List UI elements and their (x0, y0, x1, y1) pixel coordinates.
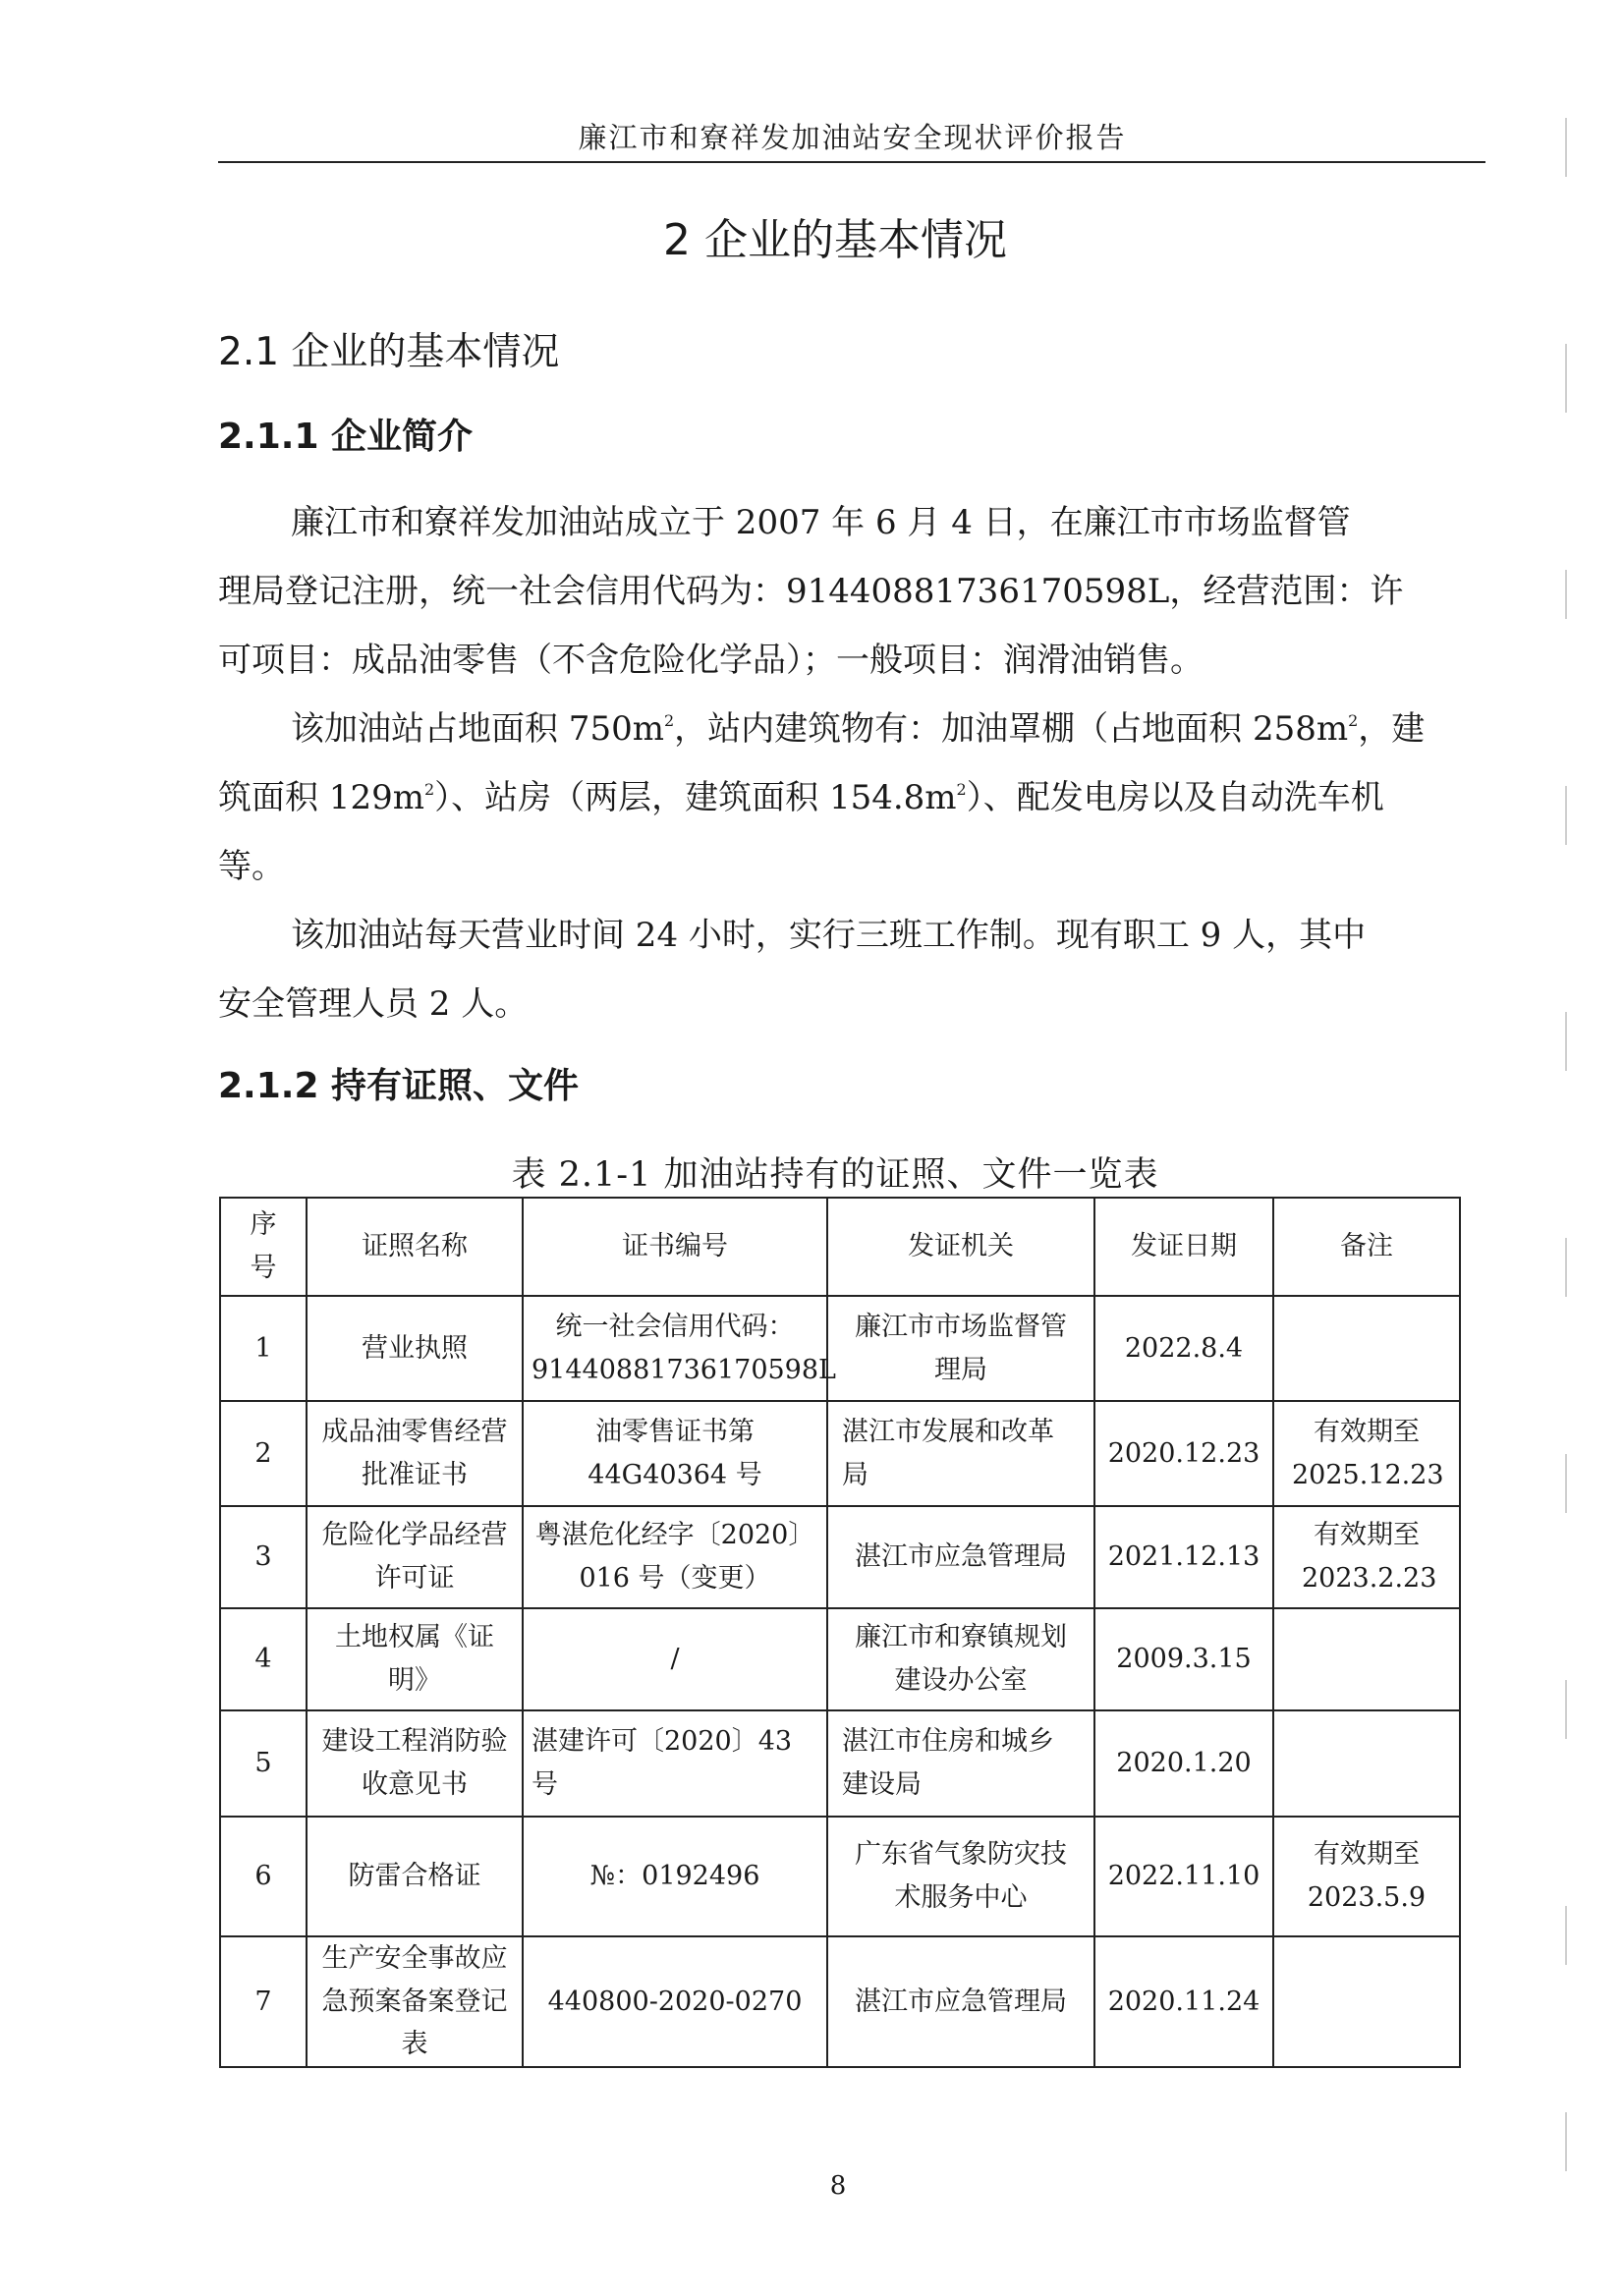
cell-date: 2022.11.10 (1094, 1817, 1273, 1936)
col-header-code: 证书编号 (523, 1198, 827, 1296)
chapter-title: 2 企业的基本情况 (663, 215, 1007, 265)
table-row (220, 1608, 1460, 1710)
scan-edge-mark (1565, 1238, 1567, 1297)
scan-edge-mark (1565, 1680, 1567, 1739)
cell-code: / (523, 1608, 827, 1710)
table-caption: 表 2.1-1 加油站持有的证照、文件一览表 (511, 1155, 1159, 1195)
cell-code: №：0192496 (523, 1817, 827, 1936)
cell-name: 成品油零售经营批准证书 (307, 1401, 523, 1506)
scan-edge-mark (1565, 1012, 1567, 1071)
cell-issuer: 广东省气象防灾技术服务中心 (827, 1817, 1094, 1936)
col-header-issuer: 发证机关 (827, 1198, 1094, 1296)
paragraph-3-line-2: 安全管理人员 2 人。 (218, 984, 529, 1024)
cell-no: 7 (220, 1936, 307, 2067)
scan-edge-mark (1565, 118, 1567, 177)
cell-date: 2020.11.24 (1094, 1936, 1273, 2067)
cell-note: 有效期至 2023.5.9 (1273, 1817, 1460, 1936)
table-row (220, 1710, 1460, 1817)
cell-note (1273, 1710, 1460, 1817)
cell-note: 有效期至 2023.2.23 (1273, 1506, 1460, 1608)
table-row (220, 1401, 1460, 1506)
cell-code: 油零售证书第 44G40364 号 (523, 1401, 827, 1506)
cell-code: 粤湛危化经字〔2020〕016 号（变更） (523, 1506, 827, 1608)
paragraph-1-line-2: 理局登记注册，统一社会信用代码为：91440881736170598L，经营范围：许 (218, 572, 1404, 611)
col-header-no: 序号 (220, 1198, 307, 1296)
scan-edge-mark (1565, 344, 1567, 413)
cell-code: 统一社会信用代码：91440881736170598L (523, 1296, 827, 1401)
cell-name: 建设工程消防验收意见书 (307, 1710, 523, 1817)
cell-note (1273, 1608, 1460, 1710)
table-row (220, 1506, 1460, 1608)
page-number: 8 (829, 2171, 847, 2201)
cell-date: 2020.1.20 (1094, 1710, 1273, 1817)
cell-no: 6 (220, 1817, 307, 1936)
table-row (220, 1817, 1460, 1936)
cell-name: 防雷合格证 (307, 1817, 523, 1936)
scan-edge-mark (1565, 786, 1567, 845)
scan-edge-mark (1565, 570, 1567, 619)
cell-no: 5 (220, 1710, 307, 1817)
cell-note: 有效期至 2025.12.23 (1273, 1401, 1460, 1506)
section-2-1-1-heading: 2.1.1 企业简介 (218, 417, 474, 457)
cell-issuer: 湛江市应急管理局 (827, 1506, 1094, 1608)
section-2-1-heading: 2.1 企业的基本情况 (218, 330, 560, 374)
cell-note (1273, 1296, 1460, 1401)
scan-edge-mark (1565, 1454, 1567, 1513)
cell-issuer: 湛江市应急管理局 (827, 1936, 1094, 2067)
cell-date: 2022.8.4 (1094, 1296, 1273, 1401)
running-header: 廉江市和寮祥发加油站安全现状评价报告 (578, 121, 1127, 154)
cell-no: 1 (220, 1296, 307, 1401)
paragraph-3-line-1: 该加油站每天营业时间 24 小时，实行三班工作制。现有职工 9 人，其中 (291, 916, 1367, 955)
cell-issuer: 廉江市市场监督管理局 (827, 1296, 1094, 1401)
cell-date: 2009.3.15 (1094, 1608, 1273, 1710)
header-rule (218, 161, 1485, 163)
col-header-name: 证照名称 (307, 1198, 523, 1296)
table-header-row (220, 1198, 1460, 1296)
certificate-table (219, 1197, 1461, 2068)
paragraph-2-line-1: 该加油站占地面积 $750m^2$，站内建筑物有：加油罩棚（占地面积 $258m^2$，建 (291, 709, 1426, 749)
cell-name: 危险化学品经营许可证 (307, 1506, 523, 1608)
paragraph-1-line-3: 可项目：成品油零售（不含危险化学品）；一般项目：润滑油销售。 (218, 641, 1204, 680)
cell-name: 生产安全事故应急预案备案登记表 (307, 1936, 523, 2067)
cell-no: 2 (220, 1401, 307, 1506)
scan-edge-mark (1565, 1906, 1567, 1965)
cell-date: 2020.12.23 (1094, 1401, 1273, 1506)
cell-no: 3 (220, 1506, 307, 1608)
cell-code: 440800-2020-0270 (523, 1936, 827, 2067)
scan-edge-mark (1565, 2112, 1567, 2171)
cell-note (1273, 1936, 1460, 2067)
cell-name: 土地权属《证明》 (307, 1608, 523, 1710)
cell-code: 湛建许可〔2020〕43 号 (523, 1710, 827, 1817)
cell-name: 营业执照 (307, 1296, 523, 1401)
paragraph-2-line-3: 等。 (218, 847, 285, 886)
section-2-1-2-heading: 2.1.2 持有证照、文件 (218, 1066, 580, 1106)
cell-issuer: 廉江市和寮镇规划建设办公室 (827, 1608, 1094, 1710)
cell-issuer: 湛江市住房和城乡建设局 (827, 1710, 1094, 1817)
cell-date: 2021.12.13 (1094, 1506, 1273, 1608)
col-header-date: 发证日期 (1094, 1198, 1273, 1296)
table-row (220, 1936, 1460, 2067)
paragraph-1-line-1: 廉江市和寮祥发加油站成立于 2007 年 6 月 4 日，在廉江市市场监督管 (291, 503, 1351, 542)
cell-no: 4 (220, 1608, 307, 1710)
paragraph-2-line-2: 筑面积 $129m^2$）、站房（两层，建筑面积 $154.8m^2$）、配发电房以及自动洗车机 (218, 778, 1384, 817)
table-row (220, 1296, 1460, 1401)
col-header-note: 备注 (1273, 1198, 1460, 1296)
cell-issuer: 湛江市发展和改革局 (827, 1401, 1094, 1506)
